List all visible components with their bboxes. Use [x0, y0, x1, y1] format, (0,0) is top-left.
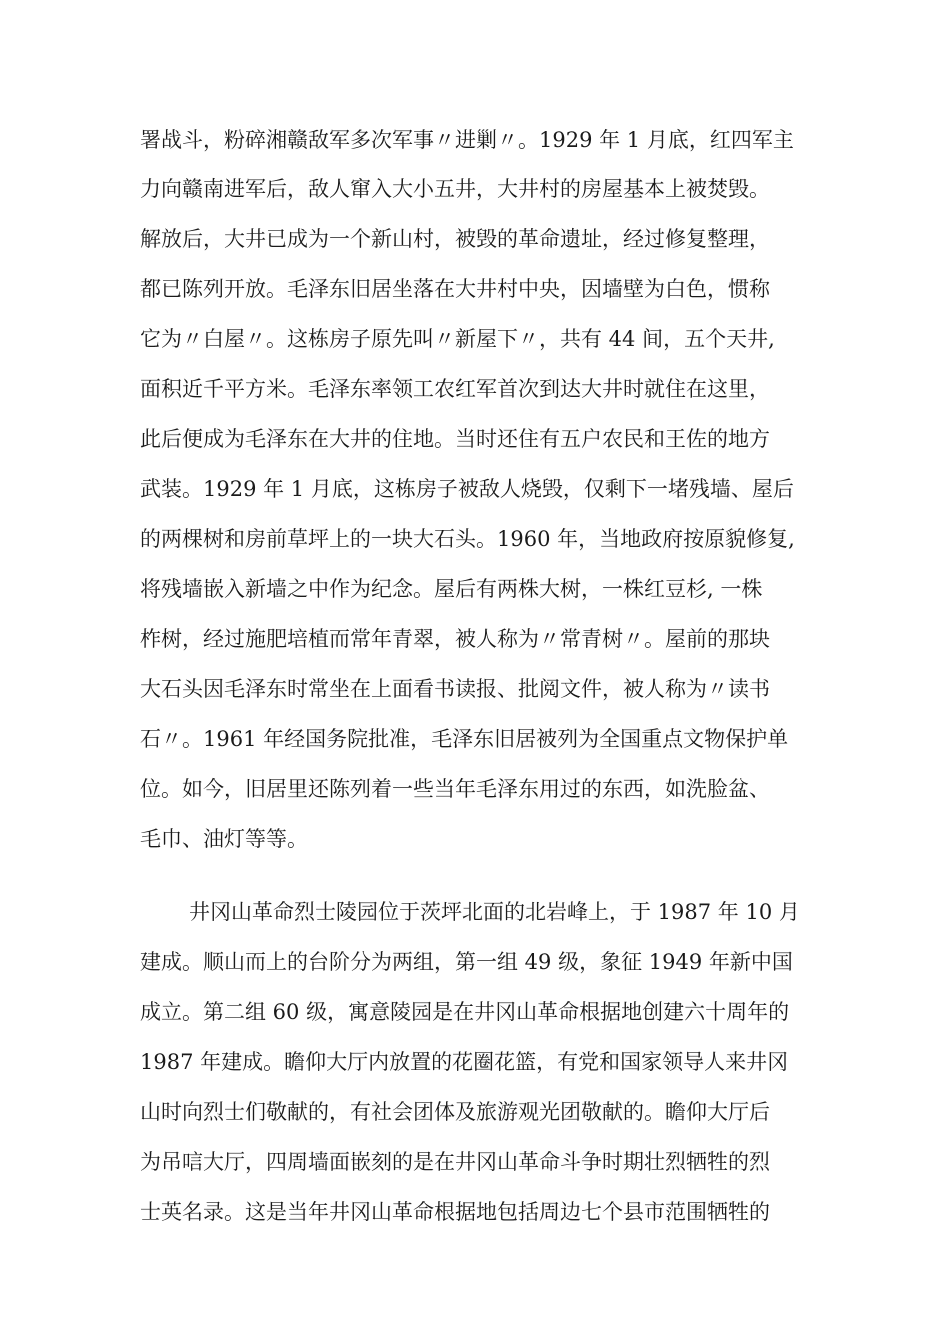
paragraph-1-line-13: 石〃。1961 年经国务院批准，毛泽东旧居被列为全国重点文物保护单 [140, 727, 789, 751]
paragraph-1-line-4: 都已陈列开放。毛泽东旧居坐落在大井村中央，因墙壁为白色，惯称 [140, 277, 770, 301]
paragraph-2-line-4: 1987 年建成。瞻仰大厅内放置的花圈花篮，有党和国家领导人来井冈 [140, 1050, 789, 1074]
paragraph-2-line-2: 建成。顺山而上的台阶分为两组，第一组 49 级，象征 1949 年新中国 [140, 950, 793, 974]
paragraph-1-line-8: 武装。1929 年 1 月底，这栋房子被敌人烧毁，仅剩下一堵残墙、屋后 [140, 477, 794, 501]
paragraph-2-line-5: 山时向烈士们敬献的，有社会团体及旅游观光团敬献的。瞻仰大厅后 [140, 1100, 770, 1124]
paragraph-2-line-6: 为吊唁大厅，四周墙面嵌刻的是在井冈山革命斗争时期壮烈牺牲的烈 [140, 1150, 770, 1174]
paragraph-1-line-3: 解放后，大井已成为一个新山村，被毁的革命遗址，经过修复整理， [140, 227, 770, 251]
paragraph-2-line-7: 士英名录。这是当年井冈山革命根据地包括周边七个县市范围牺牲的 [140, 1200, 770, 1224]
paragraph-1-line-9: 的两棵树和房前草坪上的一块大石头。1960 年，当地政府按原貌修复, [140, 527, 795, 551]
paragraph-1-line-5: 它为〃白屋〃。这栋房子原先叫〃新屋下〃，共有 44 间，五个天井, [140, 327, 775, 351]
paragraph-1-line-15: 毛巾、油灯等等。 [140, 827, 308, 851]
paragraph-1-line-7: 此后便成为毛泽东在大井的住地。当时还住有五户农民和王佐的地方 [140, 427, 770, 451]
paragraph-1-line-12: 大石头因毛泽东时常坐在上面看书读报、批阅文件，被人称为〃读书 [140, 677, 770, 701]
paragraph-2-line-3: 成立。第二组 60 级，寓意陵园是在井冈山革命根据地创建六十周年的 [140, 1000, 790, 1024]
paragraph-1-line-11: 柞树，经过施肥培植而常年青翠，被人称为〃常青树〃。屋前的那块 [140, 627, 770, 651]
paragraph-1-line-10: 将残墙嵌入新墙之中作为纪念。屋后有两株大树，一株红豆杉, 一株 [140, 577, 763, 601]
paragraph-1-line-1: 署战斗，粉碎湘赣敌军多次军事〃进剿〃。1929 年 1 月底，红四军主 [140, 128, 794, 152]
paragraph-1-line-2: 力向赣南进军后，敌人窜入大小五井，大井村的房屋基本上被焚毁。 [140, 177, 770, 201]
paragraph-2-line-1: 井冈山革命烈士陵园位于茨坪北面的北岩峰上，于 1987 年 10 月 [189, 900, 800, 924]
paragraph-1-line-14: 位。如今，旧居里还陈列着一些当年毛泽东用过的东西，如洗脸盆、 [140, 777, 770, 801]
paragraph-1-line-6: 面积近千平方米。毛泽东率领工农红军首次到达大井时就住在这里， [140, 377, 770, 401]
